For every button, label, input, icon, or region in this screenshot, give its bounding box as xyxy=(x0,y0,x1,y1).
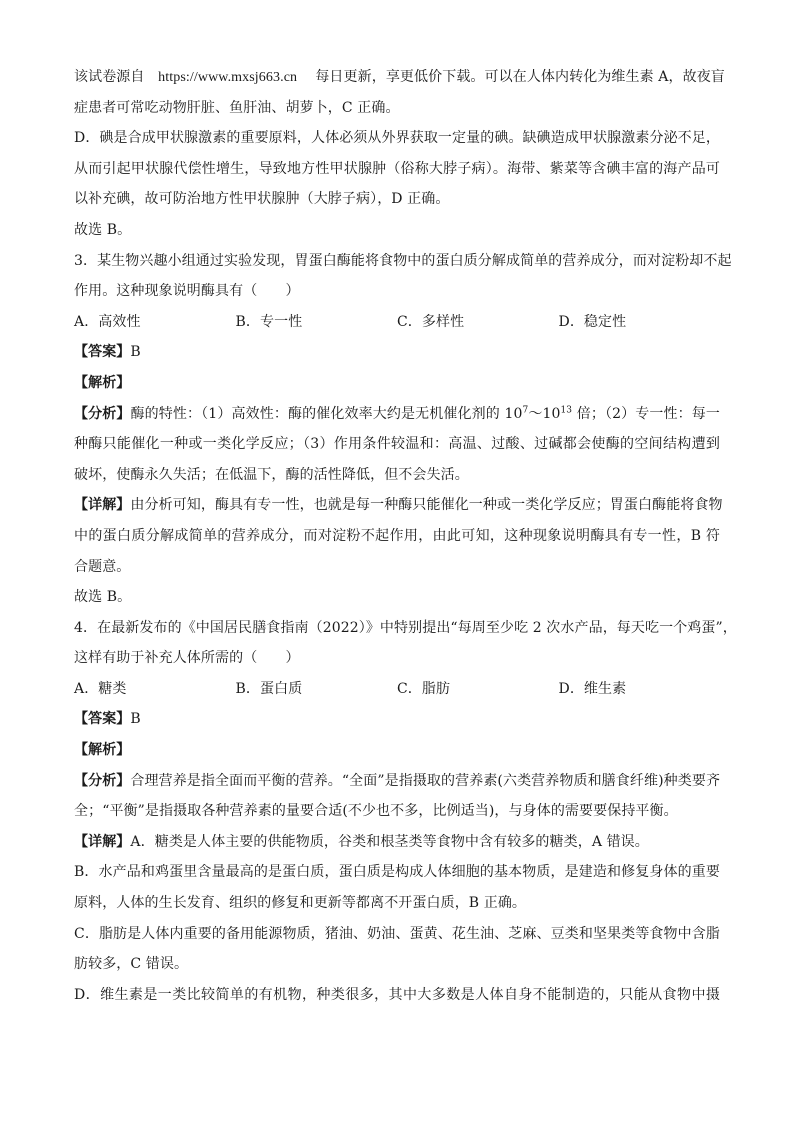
q3-xiangjie-text: 由分析可知，酶具有专一性，也就是每一种酶只能催化一种或一类化学反应；胃蛋白酶能将食物 xyxy=(130,497,723,514)
q4-xiangjie-text: A．糖类是人体主要的供能物质，谷类和根茎类等食物中含有较多的糖类，A 错误。 xyxy=(130,833,649,850)
q2-d-line-1: D．碘是合成甲状腺激素的重要原料，人体必须从外界获取一定量的碘。缺碘造成甲状腺激素分泌不足， xyxy=(74,130,720,147)
q3-fenxi-line-3: 破坏，使酶永久失活；在低温下，酶的活性降低，但不会失活。 xyxy=(74,466,469,483)
q3-option-b: B．专一性 xyxy=(235,313,303,330)
q3-xiangjie-label: 【详解】 xyxy=(74,497,131,514)
q3-options xyxy=(74,307,720,338)
q3-answer xyxy=(74,337,720,368)
q4-answer xyxy=(74,704,720,735)
q4-answer-value: B xyxy=(130,711,141,728)
q4-stem-line-1: 4．在最新发布的《中国居民膳食指南（2022）》中特别提出“每周至少吃 2 次水产品，每天吃一个鸡蛋”， xyxy=(74,619,737,636)
q4-xiangjie-line-1 xyxy=(74,827,720,858)
q3-analysis-label: 【解析】 xyxy=(74,374,131,391)
source-url[interactable]: https://www.mxsj663.cn xyxy=(158,70,298,85)
q3-answer-value: B xyxy=(130,344,141,361)
q4-fenxi-line-2: 全；“平衡”是指摄取各种营养素的量要合适(不少也不多，比例适当)，与身体的需要要保持平衡。 xyxy=(74,803,678,820)
q4-body-line-2: 原料，人体的生长发育、组织的修复和更新等都离不开蛋白质，B 正确。 xyxy=(74,895,527,912)
q4-option-d: D．维生素 xyxy=(558,680,627,697)
q3-fenxi-text-a: 酶的特性：（1）高效性：酶的催化效率大约是无机催化剂的 10 xyxy=(130,405,523,422)
q2-conclusion: 故选 B。 xyxy=(74,221,132,238)
promo-text: 每日更新，享更低价下载。 xyxy=(315,69,485,85)
q3-xiangjie-line-2: 中的蛋白质分解成简单的营养成分，而对淀粉不起作用，由此可知，这种现象说明酶具有专一性，B 符 xyxy=(74,527,720,544)
q3-option-d: D．稳定性 xyxy=(558,313,627,330)
q3-fenxi-text-b: ～10 xyxy=(528,405,561,422)
q2-d-line-3: 以补充碘，故可防治地方性甲状腺肿（大脖子病），D 正确。 xyxy=(74,191,450,208)
q4-xiangjie-label: 【详解】 xyxy=(74,833,131,850)
q4-body-line-3: C．脂肪是人体内重要的备用能源物质，猪油、奶油、蛋黄、花生油、芝麻、豆类和坚果类等食物中含脂 xyxy=(74,925,720,942)
q4-body-line-4: 肪较多，C 错误。 xyxy=(74,956,189,973)
header-rest-text: 可以在人体内转化为维生素 A，故夜盲 xyxy=(484,69,725,85)
q3-exponent-7: 7 xyxy=(522,404,529,415)
q2-d-line-2: 从而引起甲状腺代偿性增生，导致地方性甲状腺肿（俗称大脖子病）。海带、紫菜等含碘丰富的海产品可 xyxy=(74,160,720,177)
q4-fenxi-label: 【分析】 xyxy=(74,772,131,789)
q4-answer-label: 【答案】 xyxy=(74,711,131,728)
q2-c-continuation: 症患者可常吃动物肝脏、鱼肝油、胡萝卜，C 正确。 xyxy=(74,99,400,116)
q4-option-c: C．脂肪 xyxy=(397,680,451,697)
q3-fenxi-line-2: 种酶只能催化一种或一类化学反应；（3）作用条件较温和：高温、过酸、过碱都会使酶的空间结构遭到 xyxy=(74,436,720,453)
q4-option-a: A．糖类 xyxy=(74,680,127,697)
q4-stem-line-2: 这样有助于补充人体所需的（ ） xyxy=(74,650,300,667)
q3-stem-line-2: 作用。这种现象说明酶具有（ ） xyxy=(74,283,300,300)
q4-options xyxy=(74,674,720,705)
q3-stem-line-1: 3．某生物兴趣小组通过实验发现，胃蛋白酶能将食物中的蛋白质分解成简单的营养成分，而对淀粉却不起 xyxy=(74,252,732,269)
document-page xyxy=(74,62,737,1010)
q4-body-line-5: D．维生素是一类比较简单的有机物，种类很多，其中大多数是人体自身不能制造的，只能从食物中摄 xyxy=(74,986,720,1003)
source-label: 该试卷源自 xyxy=(74,69,145,85)
q4-fenxi-line-1 xyxy=(74,766,720,797)
q3-fenxi-line-1 xyxy=(74,399,720,430)
q4-fenxi-text: 合理营养是指全面而平衡的营养。“全面”是指摄取的营养素(六类营养物质和膳食纤维)种类要齐 xyxy=(130,772,721,789)
q3-xiangjie-line-3: 合题意。 xyxy=(74,558,131,575)
q4-option-b: B．蛋白质 xyxy=(235,680,303,697)
q3-exponent-13: 13 xyxy=(560,404,573,415)
q4-body-line-1: B．水产品和鸡蛋里含量最高的是蛋白质，蛋白质是构成人体细胞的基本物质，是建造和修复身体的重要 xyxy=(74,864,720,881)
q3-conclusion: 故选 B。 xyxy=(74,589,132,606)
q3-fenxi-text-c: 倍；（2）专一性：每一 xyxy=(572,405,720,422)
q3-option-a: A．高效性 xyxy=(74,313,141,330)
q3-fenxi-label: 【分析】 xyxy=(74,405,131,422)
q3-answer-label: 【答案】 xyxy=(74,344,131,361)
q3-xiangjie-line-1 xyxy=(74,490,723,521)
q4-analysis-label: 【解析】 xyxy=(74,742,131,759)
header-line xyxy=(74,62,725,93)
q3-option-c: C．多样性 xyxy=(397,313,465,330)
